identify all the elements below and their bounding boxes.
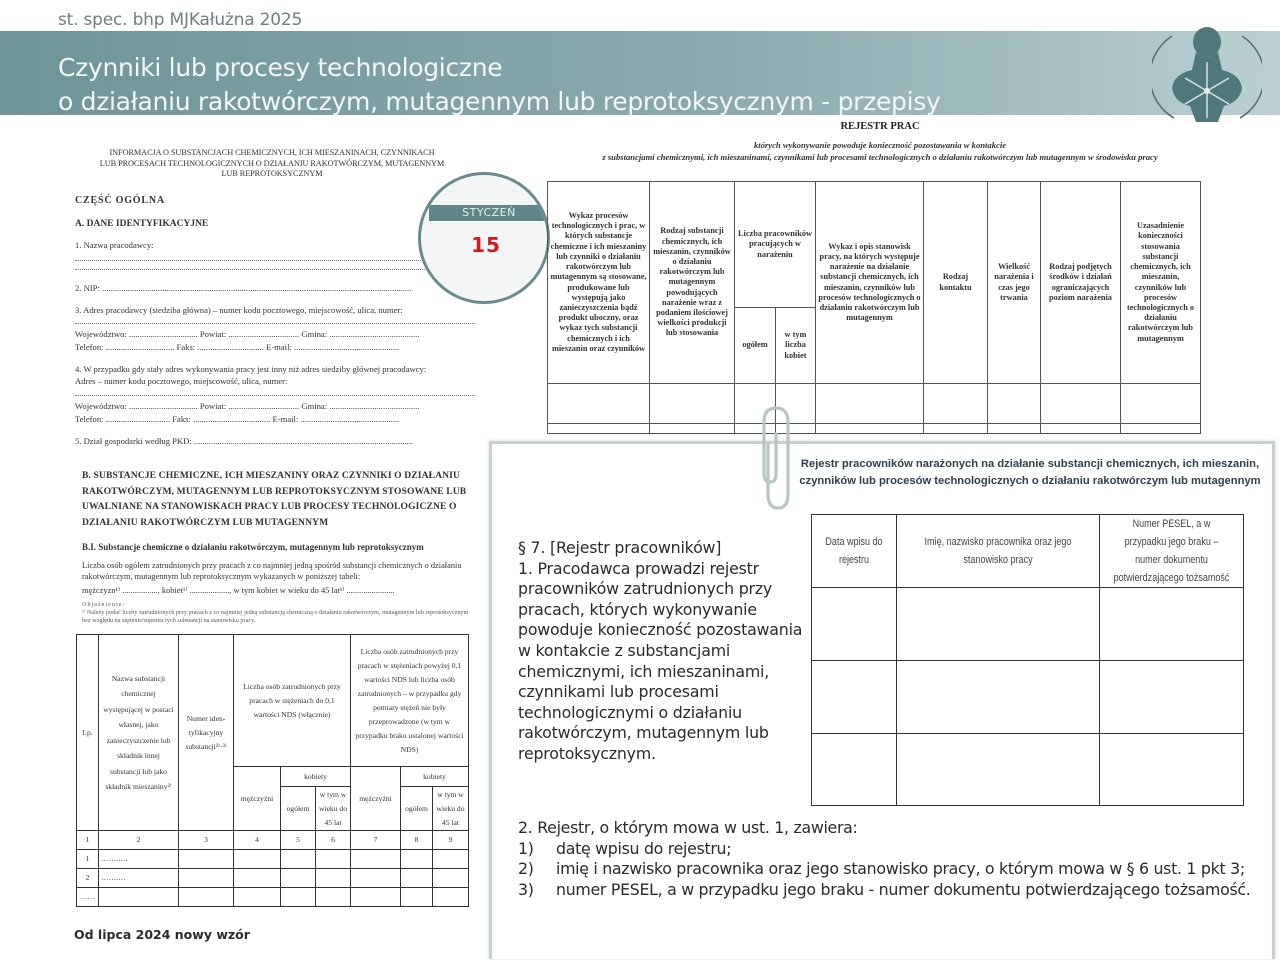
address-other-field: 4. W przypadku gdy stały adres wykonywania pracy jest inny niż adres siedziby głównej pracodawcy: [75, 364, 427, 374]
form-header-line: INFORMACJA O SUBSTANCJACH CHEMICZNYCH, ICH MIESZANINACH, CZYNNIKACH [109, 148, 435, 157]
works-register-title: REJESTR PRAC [840, 121, 920, 132]
header-substance-name: Nazwa substancji chemicznej występującej w postaci własnej, jako zanieczyszczenie lub składnik innej substancji lub jako składnik mieszaniny²⁾ [99, 635, 179, 831]
list-item [518, 880, 1258, 901]
calendar-date-stamp [418, 172, 550, 304]
part-general-heading: CZĘŚĆ OGÓLNA [75, 195, 165, 206]
column-header [897, 515, 1100, 588]
row-lp: …… [77, 888, 99, 907]
region-field-2: Województwo: ................................ Powiat: ................................. Gmina: .......................................... [75, 401, 420, 411]
slide-title-line-2: o działaniu rakotwórczym, mutagennym lub reprotoksycznym - przepisy [58, 87, 941, 115]
header-women: kobiety [401, 767, 469, 787]
column-header: Rodzaj substancji chemicznych, ich mieszanin, czynników o działaniu rakotwórczym lub mutagennym powodujących narażenie wraz z podaniem ilościowej wielkości produkcji lub stosowania [650, 182, 735, 384]
author-credit: st. spec. bhp MJKałużna 2025 [58, 10, 303, 30]
regulation-paragraph-7 [518, 538, 803, 765]
header-women-under-45: w tym w wieku do 45 lat [316, 787, 351, 831]
column-header: Wielkość narażenia i czas jego trwania [988, 182, 1041, 384]
row-lp: 2 [77, 869, 99, 888]
explanation-text: ¹⁾ Należy podać liczby zatrudnionych przy pracach z co najmniej jedną substancją chemiczną o działaniu rakotwórczym, mutagennym lub reprotoksycznym bez względu na stężenie/stężenia tych substancji na stanowisku pracy. [82, 609, 469, 624]
list-item [518, 839, 1258, 860]
regulation-point-2 [518, 818, 1258, 900]
calendar-month: STYCZEŃ [429, 205, 549, 221]
header-women-total: ogółem [281, 787, 316, 831]
header-women-under-45: w tym w wieku do 45 lat [433, 787, 469, 831]
header-women: kobiety [281, 767, 351, 787]
address-other-field-2: Adres – numer kodu pocztowego, miejscowość, ulica, numer: [75, 376, 288, 386]
list-item-text: datę wpisu do rejestru; [556, 838, 732, 858]
list-item-number: 1) [518, 838, 534, 858]
column-header [1100, 515, 1244, 588]
section-bi-heading: B.I. Substancje chemiczne o działaniu rakotwórczym, mutagennym lub reprotoksycznym [82, 542, 424, 552]
column-header: Wykaz procesów technologicznych i prac, w których substancje chemiczne i ich mieszaniny lub czynniki o działaniu rakotwórczym lub mutagennym są stosowane, produkowane lub występują jako zanieczyszczenia bądź produkt uboczny, oraz wykaz tych substancji chemicznych i ich mieszanin oraz czynników [548, 182, 650, 384]
slide-title-line-1: Czynniki lub procesy technologiczne [58, 53, 503, 82]
substances-table [76, 634, 469, 907]
section-bi-text: Liczba osób ogółem zatrudnionych przy pracach z co najmniej jedną spośród substancji chemicznych o działaniu rakotwórczym, mutagennym lub reprotoksycznym wykazanych w poniższej tabeli: [82, 561, 462, 581]
list-item-number: 2) [518, 859, 534, 879]
form-header [62, 148, 482, 180]
subtitle-line: z substancjami chemicznymi, ich mieszaninami, czynnikami lub procesami technologicznych o działaniu rakotwórczym lub mutagennym w środowisku pracy [602, 152, 1158, 162]
section-a-heading: A. DANE IDENTYFIKACYJNE [75, 219, 209, 229]
list-item-number: 3) [518, 879, 534, 899]
table-row [812, 734, 1244, 806]
title-banner [0, 31, 1280, 115]
column-number: 8 [401, 831, 433, 850]
pkd-field: 5. Dział gospodarki według PKD: ...................................................................................................... [75, 436, 414, 446]
column-number: 2 [99, 831, 179, 850]
dotted-line [75, 269, 475, 270]
explanation-label: Objaśnienie: [82, 601, 126, 608]
address-main-field: 3. Adres pracodawcy (siedziba główna) – numer kodu pocztowego, miejscowość, ulica, numer: [75, 305, 403, 315]
region-field: Województwo: ................................ Powiat: ................................. Gmina: .......................................... [75, 329, 420, 339]
form-header-line: LUB PROCESACH TECHNOLOGICZNYCH O DZIAŁANIU RAKOTWÓRCZYM, MUTAGENNYM [99, 158, 445, 168]
row-lp: 1 [77, 850, 99, 869]
column-number: 4 [234, 831, 281, 850]
column-number: 6 [316, 831, 351, 850]
list-item-text: imię i nazwisko pracownika oraz jego stanowisko pracy, o którym mowa w § 6 ust. 1 pkt 3; [556, 859, 1245, 879]
works-register-table [547, 181, 1201, 434]
employer-name-field: 1. Nazwa pracodawcy: [75, 240, 154, 250]
header-men: mężczyźni [351, 767, 401, 831]
row-name: …….… [99, 869, 179, 888]
list-item-text: numer PESEL, a w przypadku jego braku - numer dokumentu potwierdzającego tożsamość. [556, 879, 1251, 899]
section-bi-counts: mężczyzn¹⁾ ................., kobiet¹⁾ ..................., w tym kobiet w wieku do 45 lat¹⁾ ....................... [82, 586, 395, 595]
paragraph-point-1: 1. Pracodawca prowadzi rejestr pracowników zatrudnionych przy pracach, których wykonywanie powoduje konieczność pozostawania w kontakcie z substancjami chemicznymi, ich mieszaninami, czynnikami lub procesami technologicznymi o działaniu rakotwórczym, mutagennym lub reprotoksycznym. [518, 558, 803, 763]
contact-field: Telefon: ................................ Faks: ............................... E-mail: ................................................. [75, 342, 400, 352]
column-header: Uzasadnienie konieczności stosowania substancji chemicznych, ich mieszanin, czynników lub procesów technologicznych o działaniu rakotwórczym lub mutagennym [1121, 182, 1201, 384]
header-men: mężczyźni [234, 767, 281, 831]
subtitle-line: których wykonywanie powoduje konieczność pozostawania w kontakcie [753, 140, 1007, 150]
column-header: Rodzaj kontaktu [924, 182, 988, 384]
header-women-total: ogółem [401, 787, 433, 831]
column-header: Rodzaj podjętych środków i działań ograniczających poziom narażenia [1041, 182, 1121, 384]
contact-field-2: Telefon: .............................. Faks: .................................... E-mail: .............................................. [75, 414, 400, 424]
new-form-note: Od lipca 2024 nowy wzór [74, 927, 250, 942]
dotted-line [75, 323, 475, 324]
form-header-line: LUB REPROTOKSYCZNYM [221, 169, 323, 178]
row-name [99, 888, 179, 907]
table-row [548, 424, 1201, 434]
calendar-day: 15 [471, 233, 501, 257]
carcinogen-information-form [62, 140, 482, 624]
table-row [77, 850, 469, 869]
column-header [812, 515, 897, 588]
column-number: 1 [77, 831, 99, 850]
column-header: Liczba pracowników pracujących w narażeniu [735, 182, 816, 308]
column-header: Wykaz i opis stanowisk pracy, na których występuje narażenie na działanie substancji chemicznych, ich mieszanin, czynników lub procesów technologicznych o działaniu rakotwórczym lub mutagennym [816, 182, 924, 384]
column-number: 9 [433, 831, 469, 850]
header-substance-id: Numer iden-tyfikacyjny substancji²⁾·³⁾ [179, 635, 234, 831]
list-item [518, 859, 1258, 880]
header-high-concentration: Liczba osób zatrudnionych przy pracach w stężeniach powyżej 0,1 wartości NDS lub liczba osób zatrudnionych – w przypadku gdy pomiary stężeń nie były przeprowadzone (w tym w przypadku braku ustalonej wartości NDS) [351, 635, 469, 767]
column-number: 3 [179, 831, 234, 850]
row-name: …….…. [99, 850, 179, 869]
dotted-line [75, 260, 475, 261]
column-header-text: Imię, nazwisko pracownika oraz jego stanowisko pracy [924, 536, 1072, 566]
header-low-concentration: Liczba osób zatrudnionych przy pracach w stężeniach do 0,1 wartości NDS (włącznie) [234, 635, 351, 767]
employee-register-title: Rejestr pracowników narażonych na działanie substancji chemicznych, ich mieszanin, czynników lub procesów technologicznych o działaniu rakotwórczym lub mutagennym [799, 458, 1261, 487]
table-row [77, 888, 469, 907]
column-header-text: Numer PESEL, a w przypadku jego braku – numer dokumentu potwierdzającego tożsamość [1113, 518, 1230, 584]
header-lp: Lp. [77, 635, 99, 831]
human-silhouette-cancer-hazard-icon [1152, 22, 1262, 132]
dotted-line [75, 395, 475, 396]
point-2-intro: 2. Rejestr, o którym mowa w ust. 1, zawiera: [518, 818, 858, 837]
table-row [812, 661, 1244, 734]
table-row [812, 588, 1244, 661]
subcolumn-women: w tym liczba kobiet [776, 308, 816, 384]
employee-register-table [811, 514, 1244, 806]
column-header-text: Data wpisu do rejestru [825, 536, 883, 566]
table-row [77, 869, 469, 888]
paragraph-heading: § 7. [Rejestr pracowników] [518, 538, 722, 557]
column-number: 5 [281, 831, 316, 850]
table-row [548, 384, 1201, 424]
works-register-subtitle [545, 139, 1215, 163]
subcolumn-total: ogółem [735, 308, 776, 384]
column-number: 7 [351, 831, 401, 850]
nip-field: 2. NIP: ................................................................................................................................................ [75, 283, 412, 293]
column-number-row [77, 831, 469, 850]
section-b-heading: B. SUBSTANCJE CHEMICZNE, ICH MIESZANINY ORAZ CZYNNIKI O DZIAŁANIU RAKOTWÓRCZYM, MUTAGENNYM LUB REPROTOKSYCZNYM STOSOWANE LUB UWALNIANE NA STANOWISKACH PRACY LUB PROCESY TECHNOLOGICZNE O DZIAŁANIU RAKOTWÓRCZYM LUB MUTAGENNYM [82, 470, 467, 528]
